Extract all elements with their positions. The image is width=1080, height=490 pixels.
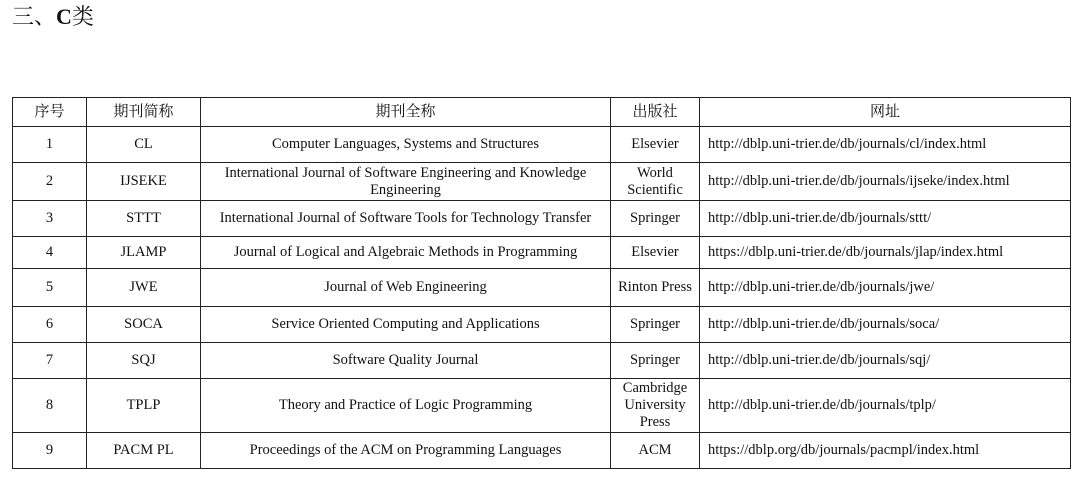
cell-url: http://dblp.uni-trier.de/db/journals/tplp/: [700, 379, 1071, 433]
header-number: 序号: [13, 98, 87, 127]
header-url: 网址: [700, 98, 1071, 127]
cell-url: http://dblp.uni-trier.de/db/journals/jwe/: [700, 269, 1071, 307]
cell-abbreviation: JLAMP: [87, 237, 201, 269]
cell-publisher: Springer: [611, 343, 700, 379]
cell-publisher: Springer: [611, 307, 700, 343]
cell-number: 5: [13, 269, 87, 307]
cell-number: 2: [13, 163, 87, 201]
section-title: [12, 2, 94, 32]
section-title-prefix: 三、: [12, 4, 57, 29]
table-header-row: [13, 98, 1071, 127]
cell-url: https://dblp.uni-trier.de/db/journals/jlap/index.html: [700, 237, 1071, 269]
cell-abbreviation: TPLP: [87, 379, 201, 433]
table-row: [13, 201, 1071, 237]
section-title-suffix: 类: [71, 4, 94, 29]
cell-publisher: Elsevier: [611, 237, 700, 269]
cell-number: 9: [13, 433, 87, 469]
table-row: [13, 343, 1071, 379]
table-row: [13, 433, 1071, 469]
cell-number: 1: [13, 127, 87, 163]
cell-full-name: Service Oriented Computing and Applications: [201, 307, 611, 343]
cell-number: 8: [13, 379, 87, 433]
cell-abbreviation: SOCA: [87, 307, 201, 343]
cell-publisher: ACM: [611, 433, 700, 469]
cell-full-name: Software Quality Journal: [201, 343, 611, 379]
cell-url: http://dblp.uni-trier.de/db/journals/sqj/: [700, 343, 1071, 379]
cell-abbreviation: PACM PL: [87, 433, 201, 469]
cell-abbreviation: JWE: [87, 269, 201, 307]
table-row: [13, 379, 1071, 433]
table-row: [13, 163, 1071, 201]
cell-publisher: World Scientific: [611, 163, 700, 201]
cell-url: https://dblp.org/db/journals/pacmpl/index.html: [700, 433, 1071, 469]
cell-url: http://dblp.uni-trier.de/db/journals/soca/: [700, 307, 1071, 343]
header-publisher: 出版社: [611, 98, 700, 127]
cell-full-name: Computer Languages, Systems and Structures: [201, 127, 611, 163]
cell-url: http://dblp.uni-trier.de/db/journals/cl/index.html: [700, 127, 1071, 163]
cell-number: 4: [13, 237, 87, 269]
cell-full-name: International Journal of Software Engineering and Knowledge Engineering: [201, 163, 611, 201]
table-row: [13, 269, 1071, 307]
table-body: [13, 127, 1071, 469]
cell-abbreviation: STTT: [87, 201, 201, 237]
cell-publisher: Rinton Press: [611, 269, 700, 307]
cell-publisher: Elsevier: [611, 127, 700, 163]
cell-full-name: Journal of Web Engineering: [201, 269, 611, 307]
cell-url: http://dblp.uni-trier.de/db/journals/sttt/: [700, 201, 1071, 237]
table-row: [13, 307, 1071, 343]
section-title-letter: C: [56, 4, 72, 29]
header-full-name: 期刊全称: [201, 98, 611, 127]
table-row: [13, 127, 1071, 163]
cell-number: 3: [13, 201, 87, 237]
journal-table: [12, 97, 1071, 469]
cell-full-name: Journal of Logical and Algebraic Methods in Programming: [201, 237, 611, 269]
cell-number: 6: [13, 307, 87, 343]
cell-full-name: Proceedings of the ACM on Programming Languages: [201, 433, 611, 469]
table-row: [13, 237, 1071, 269]
cell-abbreviation: SQJ: [87, 343, 201, 379]
cell-abbreviation: IJSEKE: [87, 163, 201, 201]
cell-full-name: Theory and Practice of Logic Programming: [201, 379, 611, 433]
cell-publisher: Cambridge University Press: [611, 379, 700, 433]
header-abbreviation: 期刊简称: [87, 98, 201, 127]
cell-number: 7: [13, 343, 87, 379]
cell-publisher: Springer: [611, 201, 700, 237]
cell-url: http://dblp.uni-trier.de/db/journals/ijseke/index.html: [700, 163, 1071, 201]
cell-abbreviation: CL: [87, 127, 201, 163]
cell-full-name: International Journal of Software Tools for Technology Transfer: [201, 201, 611, 237]
